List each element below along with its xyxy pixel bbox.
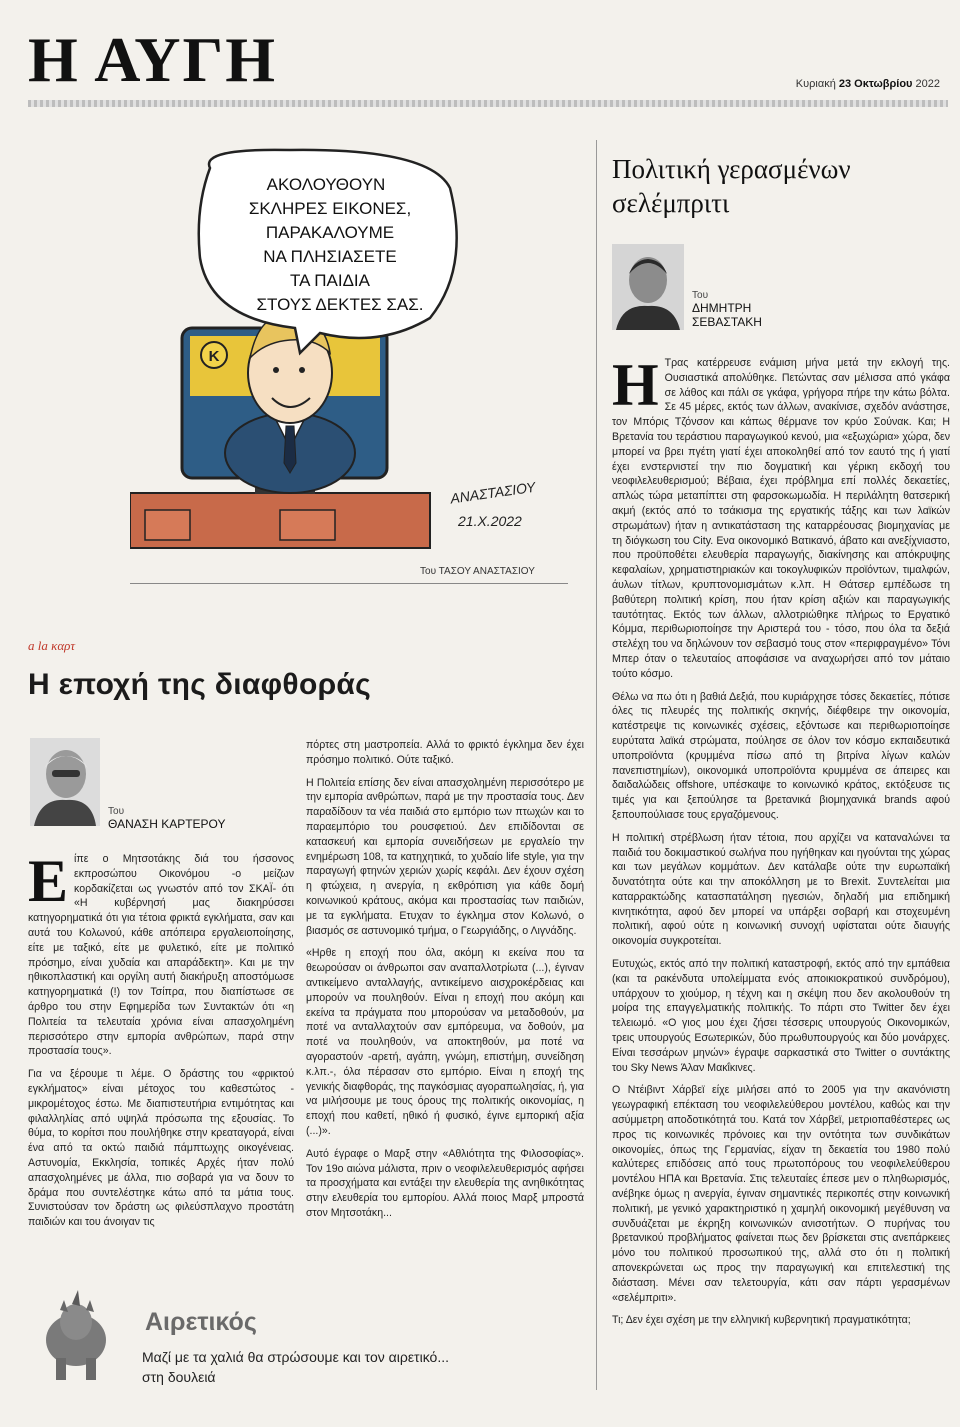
paragraph: Τρας κατέρρευσε ενάμιση μήνα μετά την εκλογή της. Ουσιαστικά απολύθηκε. Πετώντας σαν μέλισσα από γκάφα σε λάθος και πάλι σε γκάφα, γρήγορα πήρε την κάτω βόλτα. Σε 45 μέρες, εκτός των άλλων, ανακίνισε, σχεδόν ανάστησε, τον Μπόρις Τζόνσον και κάπως θέρμανε τον κρύο Σούνακ. Και; Η Βρετανία του τεράστιου παραγωγικού κενού, μια «εξωχώρια» χώρα, δεν μπορεί να βρει πγέτη γιατί έχει αποκοληθεί από τον εαυτό της ή γιατί έχει ενστερνιστεί την πιο δογματική και γέρικη εκδοχή του νεοφιλελευθερισμού; Βέβαια, έχει πρόβλημα επί πολλές δεκαετίες, απλώς τώρα μεταπίπτει στη φαρσοκωμωδία. Η περιλάλητη θατσερική ακμή (εκτός από το τσάκισμα της εργατικής τάξης και των λαϊκών στρωμάτων) ήταν η αντικατάσταση της καταρρέουσας βιομηχανίας με τη διόγκωση του City. Ενα οικονομικό Βατικανό, άβατο και ανεξίχνιαστο, που προϋποθέτει ελευθερία παραγωγής, διακίνησης και απόκρυψης κεφαλαίων, χρηματιστηριακών και τοκογλυφικών προϊόντων, τιμαλφών, άυλων τίτλων, κρυπτονομισμάτων κ.λπ. Η Θάτσερ εμπέδωσε τη βαθύτερη πολιτική κρίση, που ήταν κρίση αξιών και παραγωγικής ταυτότητας. Εκτός των άλλων, αλλοτριώθηκε πλήρως το Εργατικό Κόμμα, περιθωριοποίησε την Αριστερά του - τόσο, που όλα τα δεξιά στελέχη του να δηλώνουν τον σεβασμό τους στον «περιφραγμένο» Τόνι Μπερ όταν ο τελευταίος αποφάσισε να αναχωρήσει από τον μάταιο τούτο κόσμο. bbox=[612, 357, 950, 680]
cartoon-badge-letter: K bbox=[208, 348, 220, 365]
paragraph: ίπε ο Μητσοτάκης διά του ήσσονος εκπροσώπου Οικονόμου -ο μείζων κορδακίζεται ως γνωστόν από τον ΣΚΑΪ- ότι «Η κυβέρνησή μας διακηρύσσει κατηγορηματικά ότι για τέτοια φρικτά εγκλήματα, σαν και αυτά του Κολωνού, κάθε απόπειρα εργαλειοποίησης, είτε με ταξικό, είτε με φυλετικό, είτε με πολιτικό πρόσημο, είναι χυδαία και απαράδεκτη». Και με την ηθικοπλαστική και οργίλη αυτή διακήρυξη αποστόμωσε κατηγορηματικά (!) τον Τσίπρα, που διαπίστωσε σε άρθρο του στην Εφημερίδα των Συντακτών ότι «η Πολιτεία τα τελευταία χρόνια είναι απασχολημένη περισσότερο στην εμπορία ανθρώπων, παρά στην προστασία τους». bbox=[28, 853, 294, 1058]
paragraph: Θέλω να πω ότι η βαθιά Δεξιά, που κυριάρχησε τόσες δεκαετίες, πότισε όλες τις πλευρές της πολιτικής σκηνής, διέφθειρε την οικονομία, κατέστρεψε τις κοινωνικές σχέσεις, εξόντωσε και περιθωριοποίησε ευρύτατα λαϊκά στρώματα, πούλησε σε όλον τον κόσμο εκπαιδευτικά υποπροϊόντα (κρυμμένα πίσω από τη βιτρίνα λίγων καλών πανεπιστημίων), οικονομικά υποπροϊόντα κρυμμένα σε άπειρες και δαιδαλώδεις offshore, υπέσκαψε το κοινωνικό κράτος, εκτόξευσε τις τιμές για και ξεπούλησε τα βρετανικά βιομηχανικά brands αφού ξεπουπούλιασε τους εργαζόμενους. bbox=[612, 690, 950, 821]
left-article-title: Η εποχή της διαφθοράς bbox=[28, 668, 372, 701]
cartoon-signature: ΑΝΑΣΤΑΣΙΟΥ bbox=[449, 478, 537, 507]
speech-line: ΣΤΟΥΣ ΔΕΚΤΕΣ ΣΑΣ. bbox=[256, 295, 424, 314]
speech-line: ΤΑ ΠΑΙΔΙΑ bbox=[289, 271, 371, 290]
paragraph: Ευτυχώς, εκτός από την πολιτική καταστροφή, εκτός από την εμπάθεια (και τα ρακένδυτα υπολείμματα ενός αποικιοκρατικού συνδρόμου), υπάρχουν το χιούμορ, η τέχνη και η σκέψη που δεν ακολουθούν τη μοίρα της επαγγελματικής πολιτικής. Το πάρτι στο Twitter δεν έχει τελειωμό. «Ο γιος μου έχει ζήσει τέσσερις υπουργούς Οικονομικών, τρεις υπουργούς Εσωτερικών, δύο πρωθυπουργούς και δύο μονάρχες. Είναι τεσσάρων μηνών» έγραψε σαρκαστικά στο Twitter ο συντάκτης του Sky News Άλαν Μακΐκινες. bbox=[612, 958, 950, 1074]
paragraph: Ο Ντέιβιντ Χάρβεϊ είχε μιλήσει από το 2005 για την ακανόνιστη γεωγραφική επέκταση του νεοφιλελεύθερου μοντέλου, καθώς και την ασύμμετρη αποδοτικότητά του. Κατά τον Χάρβεϊ, μετριοπαθέστερες ως προς τις κοινωνικές πρόνοιες και την οντότητα των συνδικάτων οικονομίες, όπως της Γερμανίας, είχαν τη δεκαετία του 1980 πολύ καλύτερες επιδόσεις από τους πρωτοπόρους του νεοφιλελεύθερου μοντέλου ΗΠΑ και Βρετανία. Στις τελευταίες έπεσε μεν ο πληθωρισμός, ανέβηκε όμως η ανεργία, έγιναν σημαντικές περικοπές στην κοινωνική πολιτική, με γενικό χαρακτηριστικό η χαμηλή οικονομική μεγέθυνση να συνδυάζεται με έκρηξη κοινωνικών ανισοτήτων. Ο πυρήνας του βρετανικού προβλήματος φαίνεται πως δεν βρίσκεται στις ανεπάρκειες μόνο του πολιτικού προσωπικού της, αλλά στο ότι η πολιτική απονεκρώνεται ως προς την παραγωγική και επιτελεστική της διάσταση. Μένει σαν τελετουργία, κάτι σαν πάρτι γερασμένων «σελέμπριτι». bbox=[612, 1084, 950, 1304]
paragraph: Για να ξέρουμε τι λέμε. Ο δράστης του «φρικτού εγκλήματος» είναι μέτοχος του καθεστώτος - μικρομέτοχος έστω. Με διαπιστευτήρια εντιμότητας και φιλαλληλίας από υψηλά πρόσωπα της εξουσίας. Το θύμα, το κορίτσι που πουλήθηκε στην κρεαταγορά, είναι ένα από τα οκτώ παιδιά πάμπτωχης οικογένειας. Αστυνομία, Εκκλησία, τοπικές Αρχές ήταν πολύ απασχολημένες με άλλα, πιο σοβαρά για να δουν το δράμα που συντελέστηκε κάτω από τα μάτια τους. Συνιστούσαν τον δράστη ως φιλεύσπλαχνο προστάτη παιδιών και του άνοιγαν τις bbox=[28, 1068, 294, 1229]
author-photo-kartero bbox=[30, 738, 100, 826]
rhino-icon bbox=[34, 1290, 114, 1382]
paragraph: Αυτό έγραφε ο Μαρξ στην «Αθλιότητα της Φιλοσοφίας». Τον 19ο αιώνα μάλιστα, πριν ο νεοφιλελευθερισμός αφήσει τα προσχήματα και εντάξει την ελευθερία της ανηθικότητας στην ελευθερία του εμπορίου. Αλλά ποιος Μαρξ μπροστά στον Μητσοτάκη... bbox=[306, 1147, 584, 1219]
paragraph: πόρτες στη μαστροπεία. Αλλά το φρικτό έγκλημα δεν έχει πρόσημο πολιτικό. Ούτε ταξικό. bbox=[306, 739, 584, 766]
dropcap: Ε bbox=[28, 852, 69, 914]
speech-line: ΝΑ ΠΛΗΣΙΑΣΕΤΕ bbox=[263, 247, 397, 266]
cartoon-eye-left bbox=[273, 367, 279, 373]
masthead-rule bbox=[28, 100, 948, 107]
right-article-title: Πολιτική γερασμένων σελέμπριτι bbox=[612, 154, 851, 218]
right-article-body bbox=[612, 356, 950, 1396]
masthead-title: Η ΑΥΓΗ bbox=[28, 24, 277, 95]
paragraph: Η Πολιτεία επίσης δεν είναι απασχολημένη περισσότερο με την εμπορία ανθρώπων, παρά με την προστασία τους. Δεν παραδίδουν τα νέα παιδιά στο εμπόριο των πτωχών και το παραεμπόριο του ρουσφετιού. Δεν επιδίδονται σε κατασκευή και εμπορία συνειδήσεων με εργαλείο την ενημέρωση 108, τα κατηχητικά, το χυδαίο life style, για την παραγωγή φτηνών χεριών χωρίς κεφάλι. Δεν έχουν σχέση η φτώχεια, η ανεργία, η εκθρόπιση για κάθε δομή κοινωνικού κράτους, ακόμα και προστασίας των παιδιών, με τα εγκλήματα. Ετυχαν το έγκλημα στον Κολωνό, ο βιασμός σε αστυνομικό τμήμα, ο Γεωργιάδης, ο Λιγνάδης. bbox=[306, 776, 584, 937]
cartoon-drawer-2 bbox=[280, 510, 335, 540]
speech-line: ΣΚΛΗΡΕΣ ΕΙΚΟΝΕΣ, bbox=[248, 199, 412, 218]
paragraph: Η πολιτική στρέβλωση ήταν τέτοια, που αρχίζει να καταναλώνει τα παιδιά του δοκιμαστικού σωλήνα που ηγήθηκαν και ηγούνται της χώρας και των μεγάλων κομμάτων. Δεν κατάλαβε ούτε την ευρωπαϊκή δυνατότητα ούτε και την αποκόλληση με το Brexit. Συντελείται μια καταρρακτώδης κατασπατάληση ηγεσιών, δηλαδή μια επιδημική κινητικότητα, αφού δεν μπορεί να υπάρξει σοβαρή και στοχευμένη πολιτική, αφού ούτε η κοινωνική συνοχή υφίσταται ούτε διαυγής οικονομία συγκροτείται. bbox=[612, 831, 950, 948]
cartoon-eye-right bbox=[299, 367, 305, 373]
cartoon-illustration bbox=[130, 148, 570, 558]
author-photo-sevastakis bbox=[612, 244, 684, 330]
aireticos-line: Μαζί με τα χαλιά θα στρώσουμε και τον αιρετικό... bbox=[142, 1349, 449, 1365]
cartoon-tie bbox=[284, 426, 296, 473]
aireticos-title: Αιρετικός bbox=[145, 1308, 257, 1336]
paragraph: Τι; Δεν έχει σχέση με την ελληνική κυβερνητική πραγματικότητα; bbox=[612, 1314, 911, 1327]
byline-prefix: Του bbox=[692, 290, 709, 301]
byline-prefix: Του bbox=[108, 806, 125, 817]
byline-name: ΘΑΝΑΣΗ ΚΑΡΤΕΡΟΥ bbox=[108, 817, 226, 831]
paragraph: «Ηρθε η εποχή που όλα, ακόμη κι εκείνα που τα θεωρούσαν οι άνθρωποι σαν αναπαλλοτρίωτα (...), έγιναν αντικείμενο ανταλλαγής, αντικείμενο αισχροκέρδειας και μπορούν να πουληθούν. Είναι η εποχή που ακόμη και εκείνα τα πράγματα που μπορούσαν να μεταδοθούν, μα ποτέ να ανταλλαχτούν σαν εμπόρευμα, να δοθούν, μα ποτέ να πουληθούν, να αποκτηθούν, μα ποτέ να αγοραστούν -αρετή, αγάπη, γνώμη, επιστήμη, συνείδηση κ.λπ.-, όλα πέρασαν στο εμπόριο. Είναι η εποχή της γενικής διαφθοράς, της παγκόσμιας αγοραπωλησίας, ή, για να μιλήσουμε με τους όρους της πολιτικής οικονομίας, η εποχή που καθετί, ηθικό ή φυσικό, έγινε εμπορική αξία (...)». bbox=[306, 947, 584, 1137]
date-prefix: Κυριακή bbox=[795, 78, 836, 90]
byline-name: ΣΕΒΑΣΤΑΚΗ bbox=[692, 315, 762, 329]
cartoon-signature-date: 21.X.2022 bbox=[458, 513, 522, 529]
left-article-col1 bbox=[28, 852, 294, 1264]
speech-line: ΠΑΡΑΚΑΛΟΥΜΕ bbox=[265, 223, 395, 242]
aireticos-line: στη δουλειά bbox=[142, 1369, 216, 1385]
right-byline bbox=[692, 290, 762, 329]
credit-prefix: Του bbox=[420, 566, 437, 577]
dropcap: Η bbox=[612, 356, 659, 418]
cartoon-drawer-1 bbox=[145, 510, 190, 540]
byline-name: ΔΗΜΗΤΡΗ bbox=[692, 301, 752, 315]
column-divider bbox=[596, 140, 597, 1390]
left-article-col2 bbox=[306, 738, 584, 1246]
date-year: 2022 bbox=[915, 78, 940, 90]
credit-rule bbox=[130, 583, 568, 584]
date-main: 23 Οκτωβρίου bbox=[838, 78, 913, 90]
left-byline bbox=[108, 806, 226, 831]
credit-name: ΤΑΣΟΥ ΑΝΑΣΤΑΣΙΟΥ bbox=[438, 566, 535, 577]
dateline bbox=[796, 78, 940, 90]
aireticos-text bbox=[142, 1347, 449, 1387]
column-kicker: a la καρτ bbox=[28, 638, 76, 653]
speech-line: ΑΚΟΛΟΥΘΟΥΝ bbox=[266, 175, 386, 194]
cartoon-credit bbox=[420, 566, 535, 577]
